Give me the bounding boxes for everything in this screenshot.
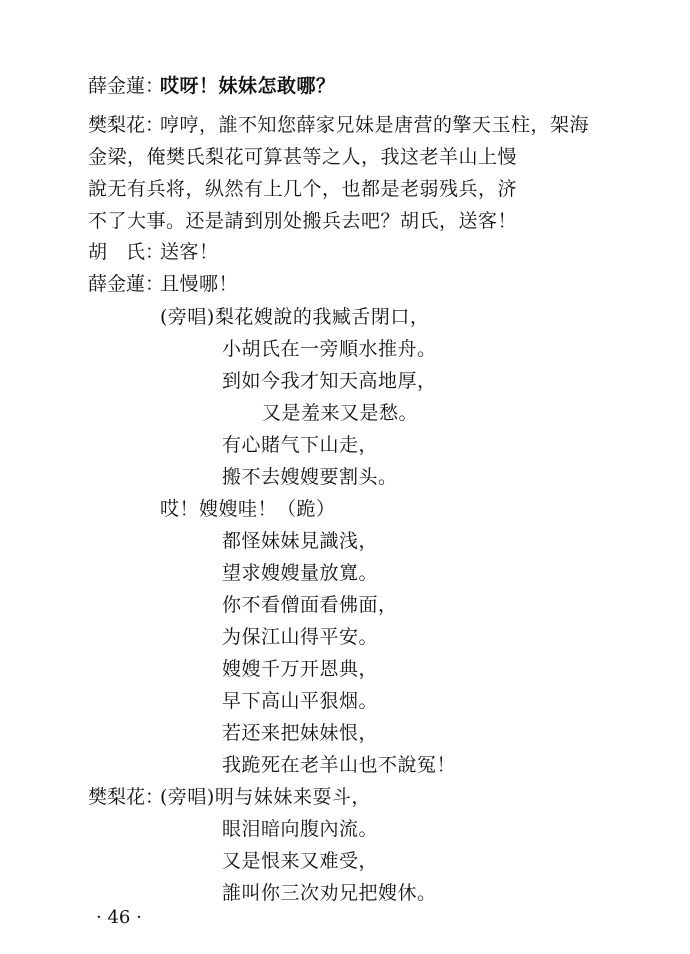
verse-line: 为保江山得平安。: [222, 626, 379, 648]
verse-line: 都怪妹妹見識浅，: [222, 530, 379, 552]
dialogue-line: 哎呀！妹妹怎敢哪？: [160, 75, 336, 97]
verse-line: 望求嫂嫂量放寬。: [222, 562, 379, 584]
verse-line: 又是恨来又难受，: [222, 850, 379, 872]
verse-line: 若还来把妹妹恨，: [222, 722, 379, 744]
dialogue-line: 不了大事。还是請到別处搬兵去吧？胡氏，送客！: [88, 210, 518, 232]
dialogue-line: 送客！: [160, 241, 219, 263]
dialogue-line: 說无有兵将，纵然有上几个，也都是老弱残兵，济: [88, 178, 518, 200]
verse-line: 早下高山平狠烟。: [222, 690, 379, 712]
verse-line: 到如今我才知天高地厚，: [222, 370, 437, 392]
speaker-label: 樊梨花：: [88, 114, 165, 136]
verse-line: 搬不去嫂嫂要割头。: [222, 466, 398, 488]
verse-line: 有心賭气下山走，: [222, 434, 379, 456]
verse-line: 誰叫你三次劝兄把嫂休。: [222, 882, 437, 904]
page-number: · 46 ·: [96, 907, 142, 928]
speaker-label: 薛金蓮：: [88, 75, 165, 97]
speaker-label: 樊梨花：: [88, 786, 165, 808]
dialogue-line: 金梁，俺樊氏梨花可算甚等之人，我这老羊山上慢: [88, 146, 518, 168]
verse-line: 又是羞来又是愁。: [262, 402, 419, 424]
verse-line: 小胡氏在一旁順水推舟。: [222, 338, 437, 360]
speaker-label: 薛金蓮：: [88, 273, 165, 295]
verse-line: 我跪死在老羊山也不說冤！: [222, 754, 457, 776]
verse-line: (旁唱)明与妹妹来耍斗，: [160, 786, 371, 808]
verse-line: 嫂嫂千万开恩典，: [222, 658, 379, 680]
verse-line: (旁唱)梨花嫂說的我臧舌閉口，: [160, 306, 430, 328]
speaker-label: 胡 氏：: [88, 241, 165, 263]
dialogue-line: 且慢哪！: [160, 273, 239, 295]
dialogue-line: 哼哼，誰不知您薛家兄妹是唐营的擎天玉柱，架海: [160, 114, 590, 136]
verse-line: 你不看僧面看佛面，: [222, 594, 398, 616]
verse-line: 哎！嫂嫂哇！（跪）: [160, 498, 336, 520]
verse-line: 眼泪暗向腹內流。: [222, 818, 379, 840]
